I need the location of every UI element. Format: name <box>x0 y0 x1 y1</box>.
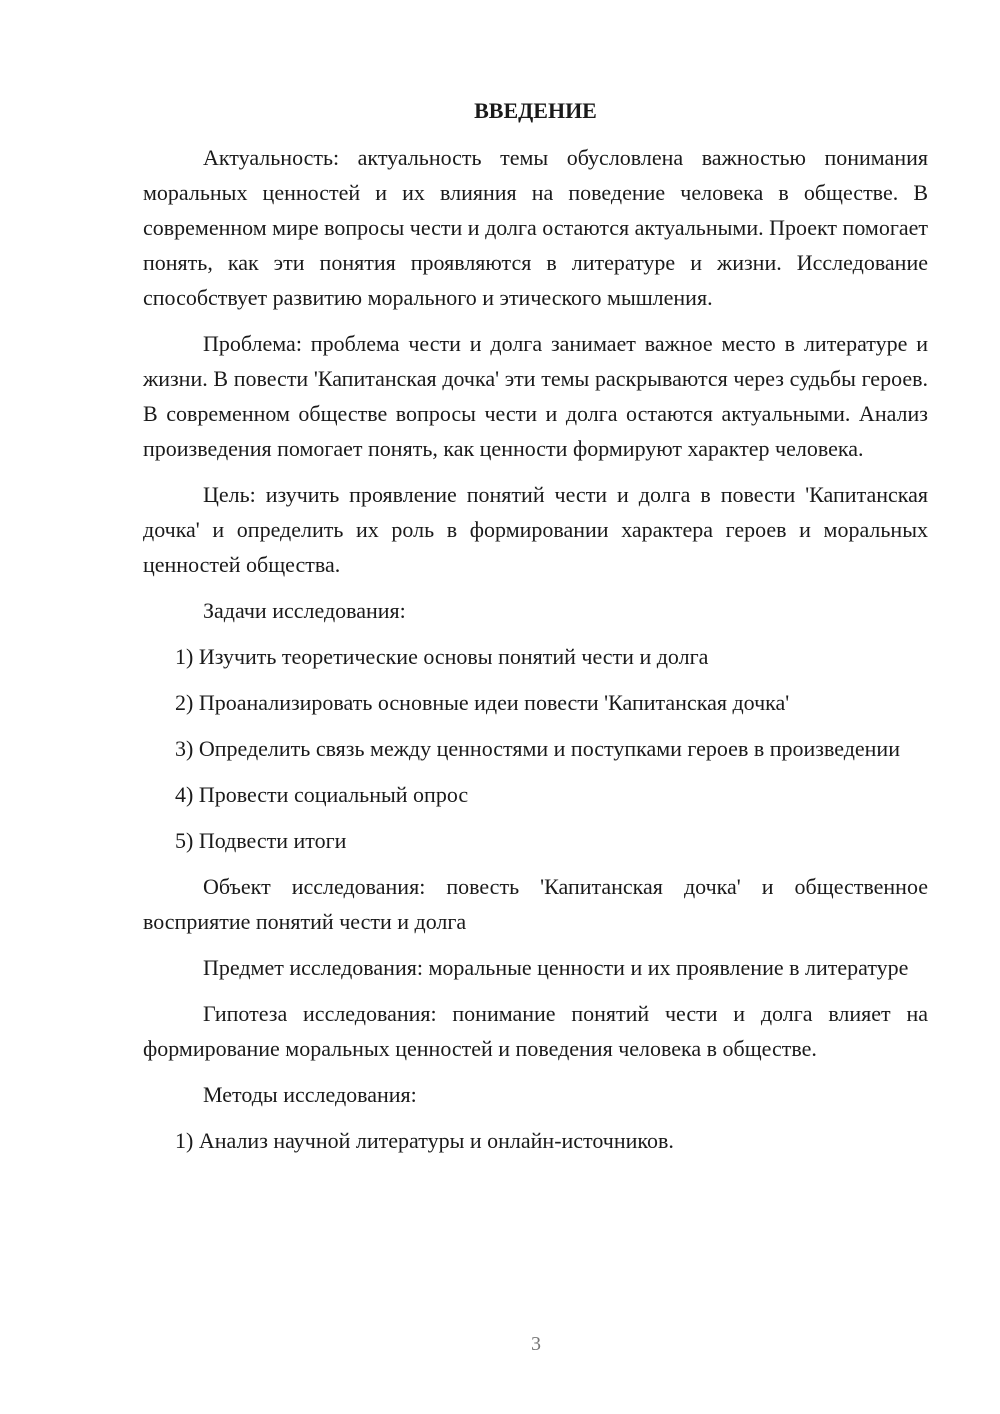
relevance-paragraph: Актуальность: актуальность темы обусловлена важностью понимания моральных ценностей и их влияния на поведение человека в обществе. В современном мире вопросы чести и долга остаются актуальными. Проект помогает понять, как эти понятия проявляются в литературе и жизни. Исследование способствует развитию морального и этического мышления. <box>143 145 928 310</box>
tasks-heading: Задачи исследования: <box>203 598 406 623</box>
problem-paragraph: Проблема: проблема чести и долга занимает важное место в литературе и жизни. В повести 'Капитанская дочка' эти темы раскрываются через судьбы героев. В современном обществе вопросы чести и долга остаются актуальными. Анализ произведения помогает понять, как ценности формируют характер человека. <box>143 331 928 461</box>
task-item: 2) Проанализировать основные идеи повести 'Капитанская дочка' <box>175 690 790 715</box>
subject-paragraph: Предмет исследования: моральные ценности и их проявление в литературе <box>203 955 909 980</box>
task-item: 1) Изучить теоретические основы понятий чести и долга <box>175 644 709 669</box>
object-paragraph: Объект исследования: повесть 'Капитанская дочка' и общественное восприятие понятий чести и долга <box>143 874 928 934</box>
task-item: 5) Подвести итоги <box>175 828 347 853</box>
goal-paragraph: Цель: изучить проявление понятий чести и долга в повести 'Капитанская дочка' и определить их роль в формировании характера героев и моральных ценностей общества. <box>143 482 928 577</box>
hypothesis-paragraph: Гипотеза исследования: понимание понятий чести и долга влияет на формирование моральных ценностей и поведения человека в обществе. <box>143 1001 928 1061</box>
page-body <box>143 96 928 1169</box>
methods-heading: Методы исследования: <box>203 1082 417 1107</box>
task-item: 3) Определить связь между ценностями и поступками героев в произведении <box>175 736 900 761</box>
task-item: 4) Провести социальный опрос <box>175 782 469 807</box>
page-title: ВВЕДЕНИЕ <box>474 98 597 123</box>
method-item: 1) Анализ научной литературы и онлайн-источников. <box>175 1128 674 1153</box>
page-number: 3 <box>531 1333 541 1355</box>
